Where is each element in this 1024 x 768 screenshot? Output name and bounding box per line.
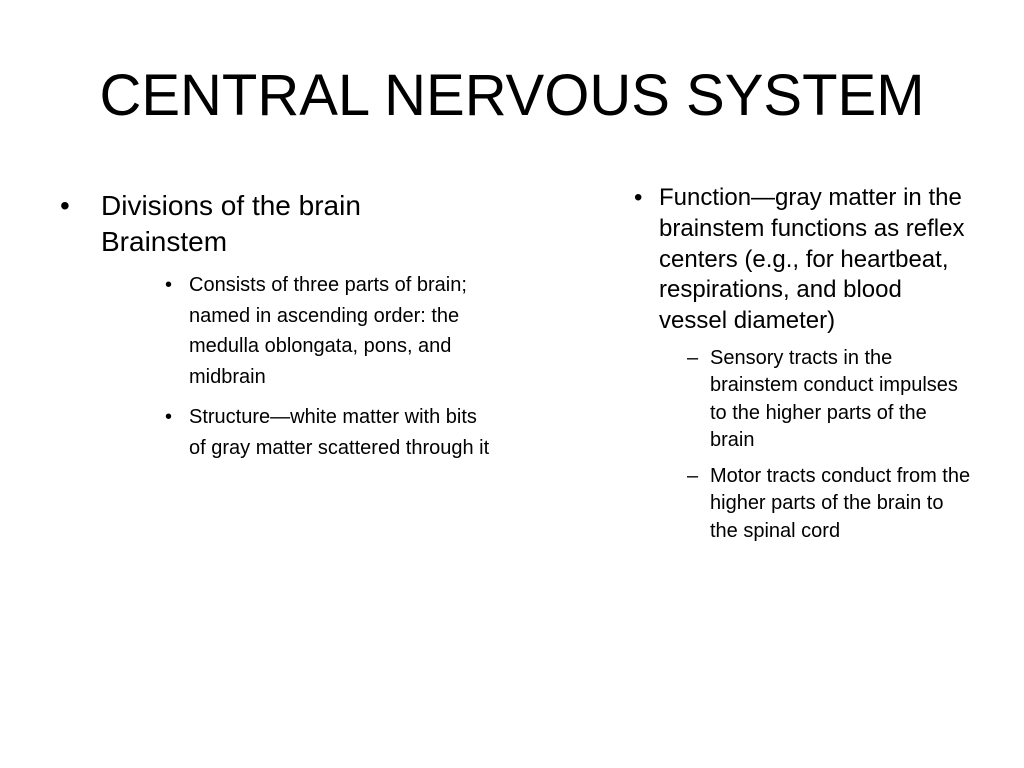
slide-title: CENTRAL NERVOUS SYSTEM	[99, 63, 925, 128]
dash-icon: –	[687, 346, 699, 369]
left-main-bullet-item	[58, 188, 498, 260]
left-main-line-2: Brainstem	[101, 226, 228, 257]
right-main-bullet-item	[632, 183, 969, 337]
right-main-text: Function—gray matter in the brainstem functions as reflex centers (e.g., for heartbeat, respirations, and blood vessel diameter)	[659, 184, 965, 335]
right-sub-text: Sensory tracts in the brainstem conduct impulses to the higher parts of the brain	[710, 346, 958, 452]
left-sub-bullet-item	[163, 270, 499, 392]
left-sub-text: Consists of three parts of brain; named in ascending order: the medulla oblongata, pons, and midbrain	[189, 274, 467, 388]
left-sub-bullet-item	[163, 402, 499, 463]
dash-icon: –	[687, 464, 699, 487]
bullet-icon: •	[165, 406, 173, 428]
bullet-icon: •	[165, 274, 173, 296]
right-column	[632, 183, 972, 545]
right-sub-dash-item	[687, 463, 975, 546]
bullet-icon: •	[60, 190, 70, 221]
left-column	[58, 188, 498, 463]
bullet-icon: •	[634, 184, 643, 211]
left-sub-text: Structure—white matter with bits of gray matter scattered through it	[189, 406, 490, 459]
right-sub-dash-item	[687, 345, 975, 455]
left-main-line-1: Divisions of the brain	[101, 190, 361, 221]
right-sub-text: Motor tracts conduct from the higher parts of the brain to the spinal cord	[710, 464, 971, 542]
